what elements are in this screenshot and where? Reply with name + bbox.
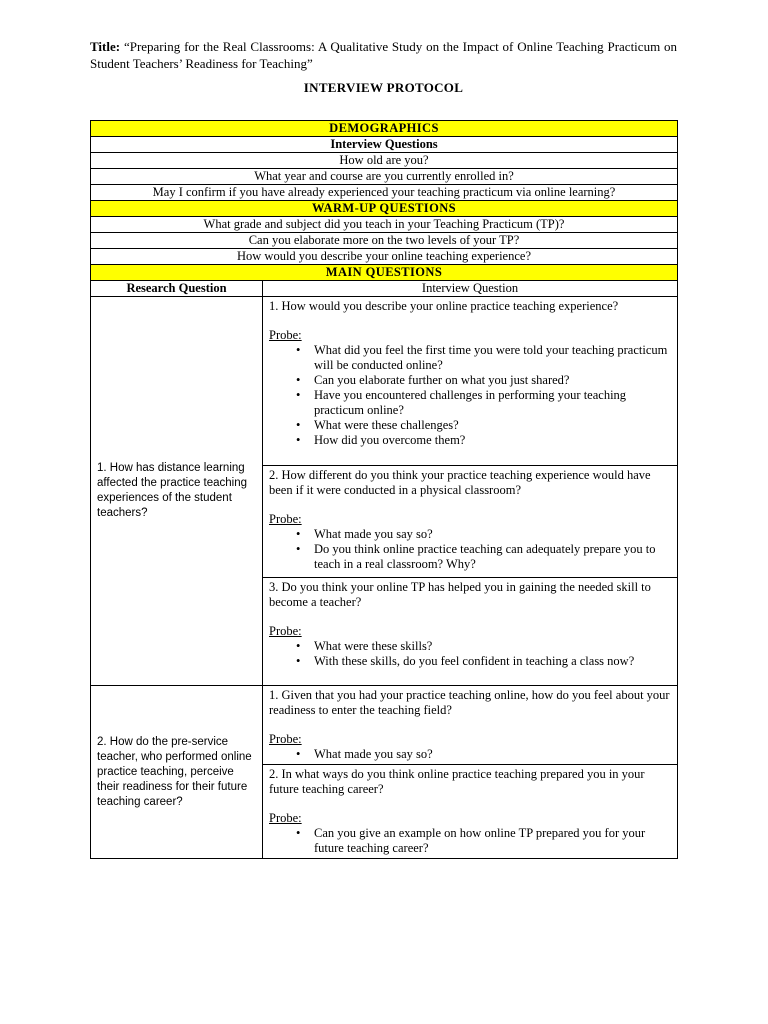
probe-label: Probe: (269, 732, 302, 746)
probe-item: • What made you say so? (314, 527, 671, 542)
interview-question: 2. In what ways do you think online practice teaching prepared you in your future teaching career? (269, 767, 645, 796)
interview-question-cell (263, 297, 678, 466)
demographics-subheading: Interview Questions (91, 137, 678, 153)
probe-label: Probe: (269, 624, 302, 638)
interview-question-header: Interview Question (263, 281, 678, 297)
interview-question: 3. Do you think your online TP has helped you in gaining the needed skill to become a teacher? (269, 580, 651, 609)
probe-label: Probe: (269, 328, 302, 342)
probe-item: • Can you elaborate further on what you just shared? (314, 373, 671, 388)
interview-question: 1. How would you describe your online practice teaching experience? (269, 299, 619, 313)
warmup-question: How would you describe your online teaching experience? (91, 249, 678, 265)
interview-question-cell (263, 686, 678, 765)
probe-list (269, 527, 671, 572)
probe-item: • Can you give an example on how online TP prepared you for your future teaching career? (314, 826, 671, 856)
probe-item: • Have you encountered challenges in performing your teaching practicum online? (314, 388, 671, 418)
title-text: “Preparing for the Real Classrooms: A Qualitative Study on the Impact of Online Teaching Practicum on Student Teachers’ Readiness for Teaching” (90, 39, 678, 71)
interview-question-cell (263, 578, 678, 686)
demographics-heading: DEMOGRAPHICS (91, 121, 678, 137)
interview-question: 2. How different do you think your practice teaching experience would have been if it were conducted in a physical classroom? (269, 468, 651, 497)
probe-item: • What were these skills? (314, 639, 671, 654)
probe-label: Probe: (269, 811, 302, 825)
warmup-heading: WARM-UP QUESTIONS (91, 201, 678, 217)
probe-item: • What were these challenges? (314, 418, 671, 433)
warmup-question: Can you elaborate more on the two levels of your TP? (91, 233, 678, 249)
probe-list (269, 343, 671, 448)
interview-question-cell (263, 466, 678, 578)
probe-list (269, 826, 671, 856)
probe-item: • Do you think online practice teaching can adequately prepare you to teach in a real classroom? Why? (314, 542, 671, 572)
probe-item: • What made you say so? (314, 747, 671, 762)
demographics-question: What year and course are you currently enrolled in? (91, 169, 678, 185)
probe-item: • How did you overcome them? (314, 433, 671, 448)
demographics-question: How old are you? (91, 153, 678, 169)
interview-protocol-table (90, 120, 678, 859)
demographics-question: May I confirm if you have already experienced your teaching practicum via online learning? (91, 185, 678, 201)
main-questions-heading: MAIN QUESTIONS (91, 265, 678, 281)
probe-list (269, 747, 671, 762)
protocol-heading: INTERVIEW PROTOCOL (303, 80, 464, 95)
probe-item: • What did you feel the first time you were told your teaching practicum will be conducted online? (314, 343, 671, 373)
research-question-1: 1. How has distance learning affected the practice teaching experiences of the student teachers? (91, 297, 263, 686)
probe-list (269, 639, 671, 669)
probe-item: • With these skills, do you feel confident in teaching a class now? (314, 654, 671, 669)
research-question-2: 2. How do the pre-service teacher, who performed online practice teaching, perceive their readiness for their future teaching career? (91, 686, 263, 859)
interview-question: 1. Given that you had your practice teaching online, how do you feel about your readiness to enter the teaching field? (269, 688, 670, 717)
document-title (90, 38, 677, 72)
research-question-header: Research Question (91, 281, 263, 297)
interview-question-cell (263, 765, 678, 859)
warmup-question: What grade and subject did you teach in your Teaching Practicum (TP)? (91, 217, 678, 233)
title-label: Title: (90, 39, 121, 54)
probe-label: Probe: (269, 512, 302, 526)
